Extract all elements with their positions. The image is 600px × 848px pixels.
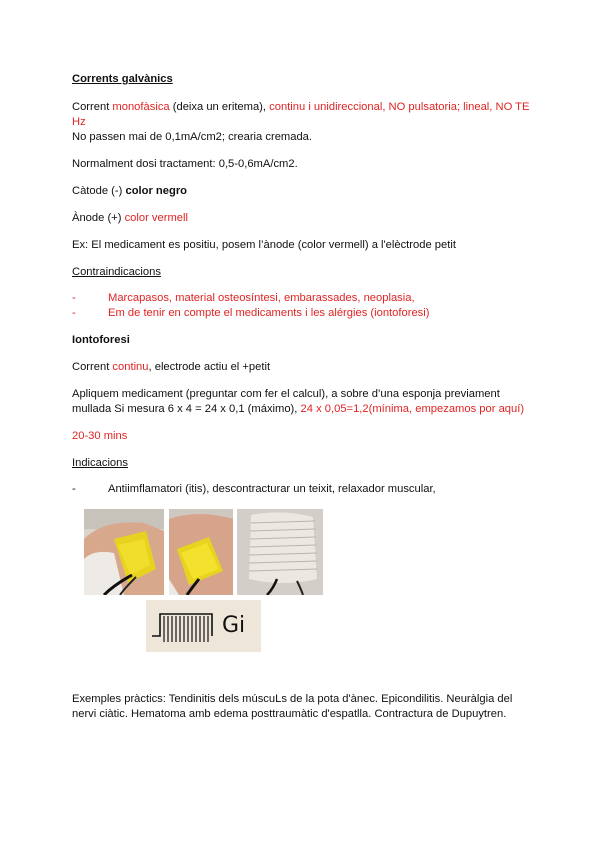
indications-heading: Indicacions <box>72 457 128 469</box>
examples-line-1: Exemples pràctics: Tendinitis dels múscuLs de la pota d'ànec. Epicondilitis. Neuràlgia del <box>72 693 513 705</box>
duration-text: 20-30 mins <box>72 430 128 442</box>
contraindication-item: Em de tenir en compte el medicaments i les alérgies (iontoforesi) <box>108 307 430 319</box>
calculation-max: mullada Si mesura 6 x 4 = 24 x 0,1 (máximo), <box>72 403 301 415</box>
anode-label: Ànode (+) <box>72 212 125 224</box>
contraindication-item: Marcapasos, material osteosíntesi, embarassades, neoplasia, <box>108 292 415 304</box>
calculation-min: 24 x 0,05=1,2(mínima, empezamos por aquí) <box>300 403 525 415</box>
symbol-label: Gi <box>222 613 246 638</box>
anode-color: color vermell <box>124 212 188 224</box>
electrode-photo-elbow-1 <box>84 509 164 595</box>
current-label: Corrent <box>72 361 113 373</box>
list-item <box>72 291 542 306</box>
cathode-color: color negro <box>125 185 188 197</box>
list-item <box>72 482 542 497</box>
cathode-label: Càtode (-) <box>72 185 126 197</box>
continuous-word: continu <box>112 361 149 373</box>
cathode-line <box>72 184 542 199</box>
bullet-dash: - <box>72 483 76 495</box>
bandaged-limb-photo <box>237 509 323 595</box>
current-description <box>72 100 542 130</box>
continuous-text: continu i unidireccional, NO pulsatoria; lineal, NO TE Hz <box>72 101 530 128</box>
page-title: Corrents galvànics <box>72 73 173 85</box>
current-label: Corrent <box>72 101 113 113</box>
anode-line <box>72 211 542 226</box>
max-density-text: No passen mai de 0,1mA/cm2; crearia cremada. <box>72 131 313 143</box>
apply-text-line-2 <box>72 402 542 417</box>
iontophoresis-current <box>72 360 542 375</box>
dose-text: Normalment dosi tractament: 0,5-0,6mA/cm2. <box>72 158 298 170</box>
apply-text-line-1: Apliquem medicament (preguntar com fer el calcul), a sobre d’una esponja previament <box>72 388 500 400</box>
monophasic-text: monofàsica <box>112 101 170 113</box>
galvanic-symbol-icon <box>146 600 261 652</box>
bullet-dash: - <box>72 307 76 319</box>
erythema-text: (deixa un eritema), <box>169 101 270 113</box>
contraindications-heading: Contraindicacions <box>72 266 161 278</box>
bullet-dash: - <box>72 292 76 304</box>
list-item <box>72 306 542 321</box>
electrode-text: , electrode actiu el +petit <box>148 361 271 373</box>
electrode-photo-elbow-2 <box>169 509 233 595</box>
iontophoresis-heading: Iontoforesi <box>72 334 130 346</box>
example-text: Ex: El medicament es positiu, posem l’ànode (color vermell) a l'elèctrode petit <box>72 239 456 251</box>
indication-item: Antiimflamatori (itis), descontracturar un teixit, relaxador muscular, <box>108 483 436 495</box>
examples-line-2: nervi ciàtic. Hematoma amb edema posttraumàtic d'espatlla. Contractura de Dupuytren. <box>72 708 507 720</box>
